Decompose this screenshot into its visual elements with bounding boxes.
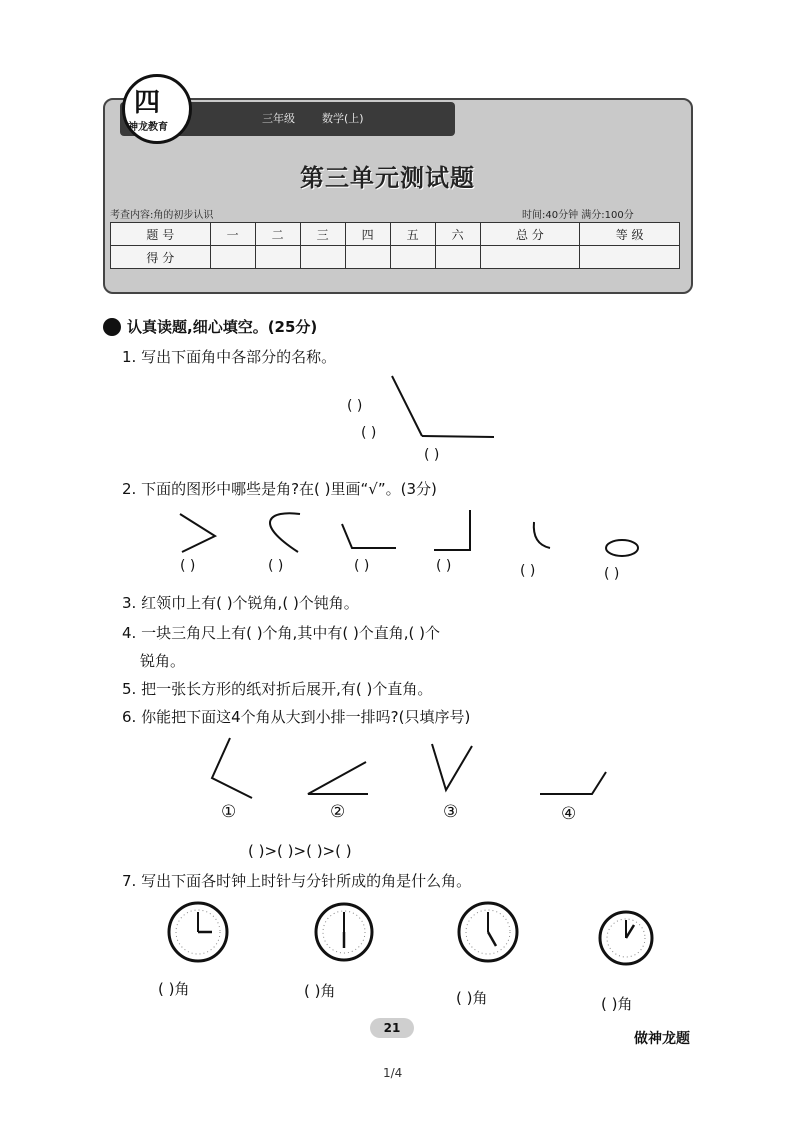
section-badge [103,318,121,336]
question-4: 4. 一块三角尺上有( )个角,其中有( )个直角,( )个 [122,624,441,642]
q7-blank[interactable]: ( )角 [158,980,190,998]
logo-text: 神龙教育 [128,122,168,133]
question-4-continued: 锐角。 [140,652,186,670]
table-cell: 六 [435,223,480,246]
q1-angle-figure [380,372,500,444]
score-entry-cell[interactable] [210,246,255,269]
q2-blank[interactable]: ( ) [268,558,284,574]
table-cell: 得 分 [111,246,211,269]
question-1: 1. 写出下面角中各部分的名称。 [122,348,337,366]
table-cell: 五 [390,223,435,246]
q7-blank[interactable]: ( )角 [304,982,336,1000]
score-table-header-row [111,223,680,246]
q2-blank[interactable]: ( ) [520,563,536,579]
score-entry-cell[interactable] [300,246,345,269]
unit-title: 第三单元测试题 [300,164,475,192]
angle-number-1: ① [221,802,237,822]
q7-blank[interactable]: ( )角 [601,995,633,1013]
exam-scope: 考查内容:角的初步认识 [110,210,214,221]
table-cell: 三 [300,223,345,246]
table-cell: 二 [255,223,300,246]
angle-number-2: ② [330,802,346,822]
q2-shapes-figure [170,508,670,560]
table-cell: 等 级 [580,223,680,246]
angle-side-line [392,376,422,436]
shape-curve [270,513,300,552]
score-table [110,222,680,269]
section-title: 认真读题,细心填空。(25分) [127,318,318,336]
q2-blank[interactable]: ( ) [354,558,370,574]
subject-label: 数学(上) [322,112,364,125]
table-cell: 总 分 [480,223,580,246]
question-6: 6. 你能把下面这4个角从大到小排一排吗?(只填序号) [122,708,471,726]
shape-curved-corner [534,522,550,548]
score-entry-cell[interactable] [480,246,580,269]
q6-angles-figure [200,732,620,800]
angle-number-3: ③ [443,802,459,822]
score-entry-cell[interactable] [255,246,300,269]
table-cell: 题 号 [111,223,211,246]
clock-icon [316,904,372,960]
angle-4 [540,772,606,794]
q7-clocks-figure [160,900,660,968]
shape-angle [342,524,396,548]
shape-right-angle [434,510,470,550]
page-number: 1/4 [383,1066,403,1080]
question-5: 5. 把一张长方形的纸对折后展开,有( )个直角。 [122,680,433,698]
footer-brand: 做神龙题 [634,1031,690,1047]
score-entry-cell[interactable] [390,246,435,269]
question-2: 2. 下面的图形中哪些是角?在( )里画“√”。(3分) [122,480,437,498]
score-entry-cell[interactable] [435,246,480,269]
score-entry-cell[interactable] [580,246,680,269]
q6-order-blanks[interactable]: ( )>( )>( )>( ) [248,842,352,860]
score-entry-cell[interactable] [345,246,390,269]
angle-1 [212,738,252,798]
shape-ellipse [606,540,638,556]
q1-blank-vertex[interactable]: ( ) [361,425,377,441]
grade-label: 三年级 [262,112,295,125]
q2-blank[interactable]: ( ) [436,558,452,574]
angle-side-line [422,436,494,437]
angle-2 [308,762,368,794]
score-table-score-row [111,246,680,269]
question-3: 3. 红领巾上有( )个锐角,( )个钝角。 [122,594,359,612]
clock-icon [459,903,517,961]
q2-blank[interactable]: ( ) [180,558,196,574]
page-badge: 21 [370,1018,414,1038]
shape-angle [180,514,215,552]
time-and-score: 时间:40分钟 满分:100分 [522,210,634,221]
clock-icon [600,912,652,964]
table-cell: 四 [345,223,390,246]
logo-glyph: 四 [134,88,161,118]
angle-number-4: ④ [561,804,577,824]
clock-icon [169,903,227,961]
table-cell: 一 [210,223,255,246]
q7-blank[interactable]: ( )角 [456,989,488,1007]
question-7: 7. 写出下面各时钟上时针与分针所成的角是什么角。 [122,872,472,890]
angle-3 [432,744,472,790]
q1-blank-bottom-side[interactable]: ( ) [424,447,440,463]
q2-blank[interactable]: ( ) [604,566,620,582]
q1-blank-side[interactable]: ( ) [347,398,363,414]
